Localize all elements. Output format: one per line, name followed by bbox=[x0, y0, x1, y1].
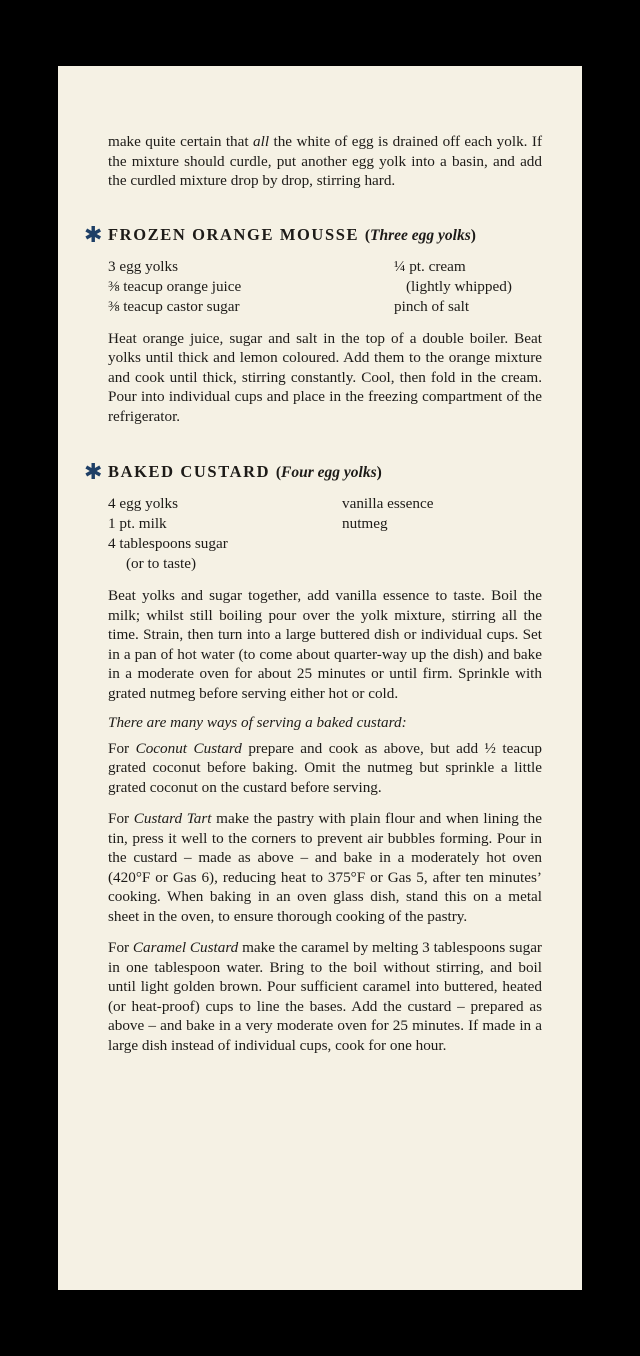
mousse-heading: FROZEN ORANGE MOUSSE (Three egg yolks) bbox=[108, 224, 476, 244]
ingredient: ⅜ teacup orange juice bbox=[108, 277, 242, 295]
ingredient: pinch of salt bbox=[394, 297, 470, 315]
coconut-custard-paragraph: For Coconut Custard prepare and cook as above, but add ½ teacup grated coconut before baking. Omit the nutmeg but sprinkle a little grated coconut on the custard before serving. bbox=[108, 739, 542, 796]
custard-ingredients-left bbox=[108, 494, 342, 574]
custard-section bbox=[84, 460, 542, 1055]
ingredient: ⅜ teacup castor sugar bbox=[108, 297, 240, 315]
caramel-custard-paragraph: For Caramel Custard make the caramel by melting 3 tablespoons sugar in one tablespoon water. Bring to the boil without stirring, and boil until light golden brown. Pour sufficient caramel into buttered, heated (or heat-proof) cups to line the bases. Add the custard – prepared as above – and bake in a very moderate oven for 25 minutes. If made in a large dish instead of individual cups, cook for one hour. bbox=[108, 939, 542, 1054]
intro-paragraph: make quite certain that all the white of egg is drained off each yolk. If the mixture should curdle, put another egg yolk into a basin, and add the curdled mixture drop by drop, stirring hard. bbox=[108, 133, 542, 189]
ingredient: 4 egg yolks bbox=[108, 495, 179, 512]
mousse-ingredients-right bbox=[394, 257, 512, 317]
ingredient: 4 tablespoons sugar bbox=[108, 535, 228, 552]
ingredient: 1 pt. milk bbox=[108, 515, 167, 532]
mousse-method: Heat orange juice, sugar and salt in the top of a double boiler. Beat yolks until thick and lemon coloured. Add them to the orange mixture and cook until thick, stirring constantly. Cool, then fold in the cream. Pour into individual cups and place in the freezing compartment of the refrigerator. bbox=[108, 329, 542, 425]
page-content bbox=[84, 132, 542, 1055]
custard-ingredients-right bbox=[342, 494, 434, 574]
mousse-ingredients-left bbox=[108, 257, 394, 317]
mousse-section bbox=[84, 222, 542, 427]
mousse-ingredients bbox=[108, 257, 542, 317]
custard-variations-heading: There are many ways of serving a baked custard: bbox=[108, 714, 407, 731]
recipe-page bbox=[58, 66, 582, 1290]
ingredient: nutmeg bbox=[342, 515, 388, 532]
ingredient: ¼ pt. cream bbox=[394, 257, 466, 275]
asterisk-icon: ✱ bbox=[84, 460, 103, 485]
custard-heading: BAKED CUSTARD (Four egg yolks) bbox=[108, 462, 382, 481]
ingredient: vanilla essence bbox=[342, 495, 434, 512]
ingredient: 3 egg yolks bbox=[108, 257, 179, 275]
ingredient: (or to taste) bbox=[126, 555, 197, 572]
custard-tart-paragraph: For Custard Tart make the pastry with plain flour and when lining the tin, press it well to the corners to prevent air bubbles forming. Pour in the custard – made as above – and bake in a moderately hot oven (420°F or Gas 6), reducing heat to 375°F or Gas 5, after ten minutes’ cooking. When baking in an oven glass dish, stand this on a metal sheet in the oven, to ensure thorough cooking of the pastry. bbox=[108, 810, 542, 925]
ingredient: (lightly whipped) bbox=[406, 277, 512, 295]
custard-method: Beat yolks and sugar together, add vanilla essence to taste. Boil the milk; whilst still boiling pour over the yolk mixture, stirring all the time. Strain, then turn into a large buttered dish or individual cups. Set in a pan of hot water (to come about quarter-way up the dish) and bake in a moderate oven for about 25 minutes or until firm. Sprinkle with grated nutmeg before serving either hot or cold. bbox=[108, 587, 542, 702]
asterisk-icon: ✱ bbox=[84, 222, 103, 248]
custard-ingredients bbox=[108, 494, 542, 574]
